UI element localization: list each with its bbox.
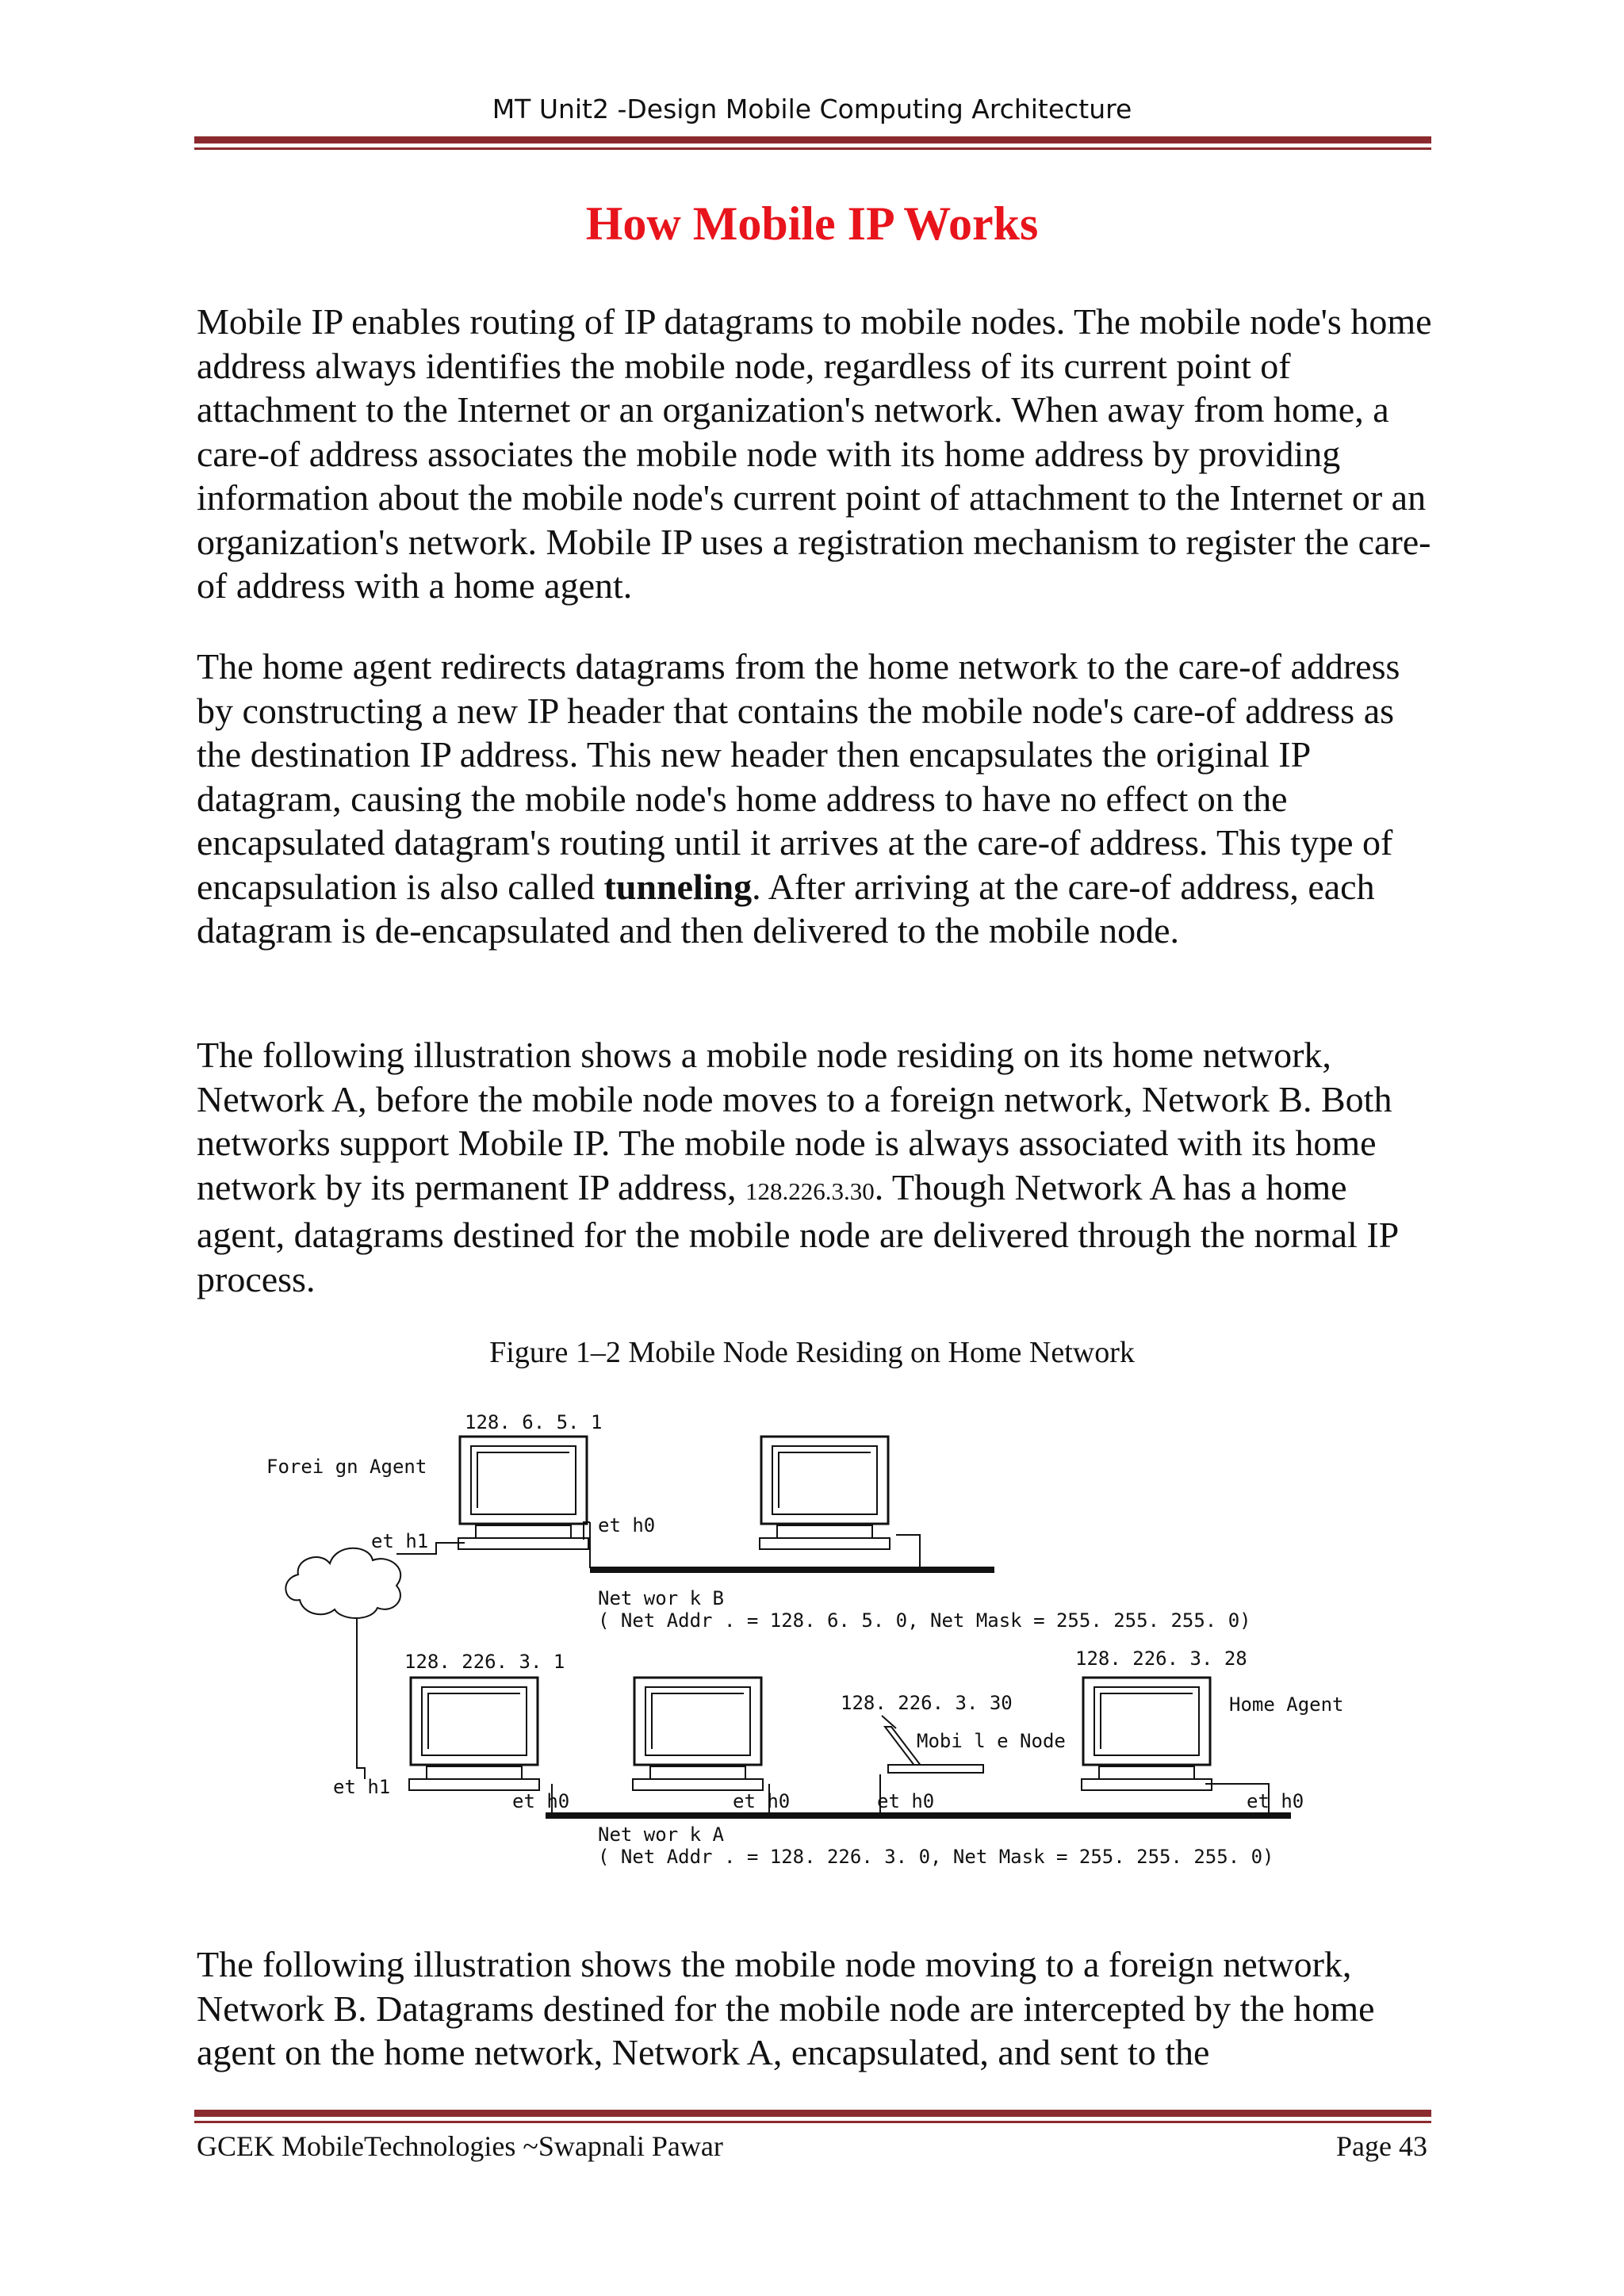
router-a-eth0: et h0 xyxy=(512,1790,570,1812)
paragraph-1 xyxy=(197,300,1442,608)
paragraph-2-text-b: . After arriving at the care-of address, each datagram is de-encapsulated and then delivered to the mobile node. xyxy=(197,866,1375,951)
network-b-address: ( Net Addr . = 128. 6. 5. 0, Net Mask = 255. 255. 255. 0) xyxy=(598,1609,1251,1632)
foreign-agent-eth0: et h0 xyxy=(598,1514,656,1536)
mobile-node-eth0: et h0 xyxy=(877,1790,935,1812)
home-agent-computer xyxy=(1082,1678,1212,1790)
foreign-agent-ip: 128. 6. 5. 1 xyxy=(465,1411,603,1433)
paragraph-3 xyxy=(197,1033,1442,1301)
network-b-host-computer xyxy=(760,1437,890,1549)
foreign-agent-computer xyxy=(458,1437,588,1549)
network-a-bus xyxy=(546,1812,1291,1819)
router-a-eth1: et h1 xyxy=(333,1776,391,1798)
footer-rule-thin xyxy=(194,2121,1431,2123)
paragraph-2 xyxy=(197,645,1442,953)
router-a-ip: 128. 226. 3. 1 xyxy=(404,1651,565,1673)
network-b-bus xyxy=(590,1567,994,1573)
network-diagram xyxy=(238,1395,1348,1903)
paragraph-3-text-b: . Though Network A has a home agent, datagrams destined for the mobile node are delivered through the normal IP process. xyxy=(197,1166,1398,1299)
router-a-computer xyxy=(409,1678,539,1790)
paragraph-4-text: The following illustration shows the mobile node moving to a foreign network, Network B. Datagrams destined for the mobile node are intercepted by the home agent on the home network, Network A, encapsulated, and sent to the xyxy=(197,1944,1375,2072)
foreign-agent-eth1: et h1 xyxy=(371,1530,429,1552)
paragraph-4 xyxy=(197,1942,1442,2075)
page-title: How Mobile IP Works xyxy=(585,197,1039,250)
home-agent-label: Home Agent xyxy=(1229,1693,1344,1716)
mobile-node-ip: 128. 226. 3. 30 xyxy=(841,1692,1013,1714)
network-a-host-computer xyxy=(633,1678,763,1790)
paragraph-2-text-a: The home agent redirects datagrams from the home network to the care-of address by constructing a new IP header that contains the mobile node's care-of address as the destination IP address. This new header then encapsulates the original IP datagram, causing the mobile node's home address to have no effect on the encapsulated datagram's routing until it arrives at the care-of address. This type of encapsulation is also called xyxy=(197,646,1400,907)
tunneling-term: tunneling xyxy=(603,866,753,907)
footer-rule-thick xyxy=(194,2110,1431,2117)
network-a-name: Net wor k A xyxy=(598,1823,724,1846)
mobile-node-label: Mobi l e Node xyxy=(917,1730,1066,1752)
page-number: Page 43 xyxy=(1336,2130,1427,2162)
permanent-ip-address: 128.226.3.30 xyxy=(745,1177,875,1205)
header-rule-thick xyxy=(194,136,1431,144)
home-agent-ip: 128. 226. 3. 28 xyxy=(1075,1647,1247,1670)
header-rule-thin xyxy=(194,147,1431,150)
network-b-name: Net wor k B xyxy=(598,1587,724,1609)
running-header: MT Unit2 -Design Mobile Computing Architecture xyxy=(492,94,1132,124)
paragraph-1-text: Mobile IP enables routing of IP datagrams to mobile nodes. The mobile node's home address always identifies the mobile node, regardless of its current point of attachment to the Internet or an organization's network. When away from home, a care-of address associates the mobile node with its home address by providing information about the mobile node's current point of attachment to the Internet or an organization's network. Mobile IP uses a registration mechanism to register the care-of address with a home agent. xyxy=(197,301,1432,606)
home-agent-eth0: et h0 xyxy=(1247,1790,1304,1812)
paragraph-3-text-a: The following illustration shows a mobile node residing on its home network, Network A, before the mobile node moves to a foreign network, Network B. Both networks support Mobile IP. The mobile node is always associated with its home network by its permanent IP address, xyxy=(197,1035,1392,1207)
figure-caption: Figure 1–2 Mobile Node Residing on Home Network xyxy=(489,1336,1135,1369)
network-a-address: ( Net Addr . = 128. 226. 3. 0, Net Mask = 255. 255. 255. 0) xyxy=(598,1846,1274,1868)
internet-cloud xyxy=(285,1548,400,1618)
foreign-agent-label: Forei gn Agent xyxy=(266,1456,427,1478)
footer-author: GCEK MobileTechnologies ~Swapnali Pawar xyxy=(197,2130,723,2162)
network-a-host-eth0: et h0 xyxy=(733,1790,791,1812)
